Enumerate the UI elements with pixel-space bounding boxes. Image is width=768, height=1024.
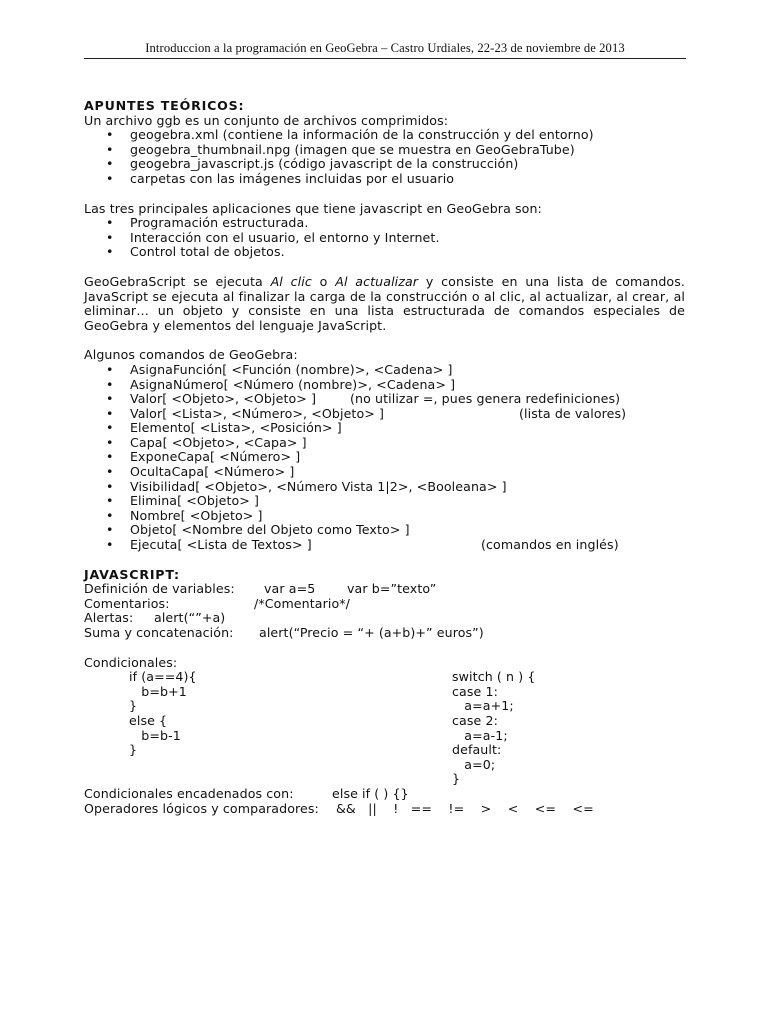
list-item: • Objeto[ <Nombre del Objeto como Texto> ] [84, 523, 685, 538]
list-item: • geogebra_javascript.js (código javascript de la construcción) [84, 157, 685, 172]
if-else-code: if (a==4){ b=b+1 } else { b=b-1 } [129, 669, 197, 758]
operators-row: Operadores lógicos y comparadores: && || ! == != > < <= <= [84, 800, 594, 816]
list-item: • OcultaCapa[ <Número> ] [84, 465, 685, 480]
ejecuta-note: (comandos en inglés) [481, 537, 619, 553]
list-item: • Elimina[ <Objeto> ] [84, 494, 685, 509]
js-row-alerts: Alertas: alert(“”+a) [84, 610, 226, 626]
js-row-sum: Suma y concatenación: alert(“Precio = “+ (a+b)+” euros”) [84, 625, 484, 640]
apps-list [84, 216, 685, 260]
commands-list [84, 363, 685, 553]
list-item: • Programación estructurada. [84, 216, 685, 231]
chained-conditionals-row: Condicionales encadenados con: else if ( ) {} [84, 786, 409, 802]
list-item: • Elemento[ <Lista>, <Posición> ] [84, 421, 685, 436]
list-item: • Ejecuta[ <Lista de Textos> ] (comandos en inglés) [84, 538, 685, 553]
list-item: • Control total de objetos. [84, 245, 685, 260]
list-item: • Visibilidad[ <Objeto>, <Número Vista 1|2>, <Booleana> ] [84, 480, 685, 495]
list-item: • Valor[ <Objeto>, <Objeto> ] (no utilizar =, pues genera redefiniciones) [84, 392, 685, 407]
ggb-intro: Un archivo ggb es un conjunto de archivos comprimidos: [84, 112, 449, 128]
apps-intro: Las tres principales aplicaciones que tiene javascript en GeoGebra son: [84, 200, 542, 216]
list-item: • Interacción con el usuario, el entorno y Internet. [84, 231, 685, 246]
conditionals-code [84, 670, 685, 787]
valor-note: (no utilizar =, pues genera redefiniciones) [350, 391, 621, 407]
js-row-variables: Definición de variables: var a=5 var b=”texto” [84, 581, 437, 597]
list-item: • Valor[ <Lista>, <Número>, <Objeto> ] (lista de valores) [84, 407, 685, 422]
conditionals-label: Condicionales: [84, 654, 178, 670]
switch-code: switch ( n ) { case 1: a=a+1; case 2: a=a-1; default: a=0; } [452, 669, 536, 787]
list-item: • ExponeCapa[ <Número> ] [84, 450, 685, 465]
commands-intro: Algunos comandos de GeoGebra: [84, 347, 298, 363]
list-item: • Nombre[ <Objeto> ] [84, 509, 685, 524]
document-body [84, 99, 685, 816]
list-item: • Capa[ <Objeto>, <Capa> ] [84, 436, 685, 451]
list-item: • AsignaNúmero[ <Número (nombre)>, <Cadena> ] [84, 378, 685, 393]
js-row-comments: Comentarios: /*Comentario*/ [84, 595, 351, 611]
list-item: • AsignaFunción[ <Función (nombre)>, <Cadena> ] [84, 363, 685, 378]
valor-note-2: (lista de valores) [519, 405, 627, 421]
apuntes-title: APUNTES TEÓRICOS: [84, 98, 245, 113]
list-item: • geogebra_thumbnail.npg (imagen que se muestra en GeoGebraTube) [84, 143, 685, 158]
list-item: • carpetas con las imágenes incluidas por el usuario [84, 172, 685, 187]
ggb-file-list [84, 128, 685, 186]
page-header: Introduccion a la programación en GeoGebra – Castro Urdiales, 22-23 de noviembre de 2013 [84, 41, 686, 59]
javascript-title: JAVASCRIPT: [84, 566, 180, 582]
scripting-paragraph: GeoGebraScript se ejecuta Al clic o Al actualizar y consiste en una lista de comandos. JavaScript se ejecuta al finalizar la carga de la construcción o al clic, al actualizar, al crear, al eliminar… un objeto y consiste en una lista estructurada de comandos especiales de GeoGebra y elementos del lenguaje JavaScript. [84, 273, 685, 333]
list-item: • geogebra.xml (contiene la información de la construcción y del entorno) [84, 128, 685, 143]
